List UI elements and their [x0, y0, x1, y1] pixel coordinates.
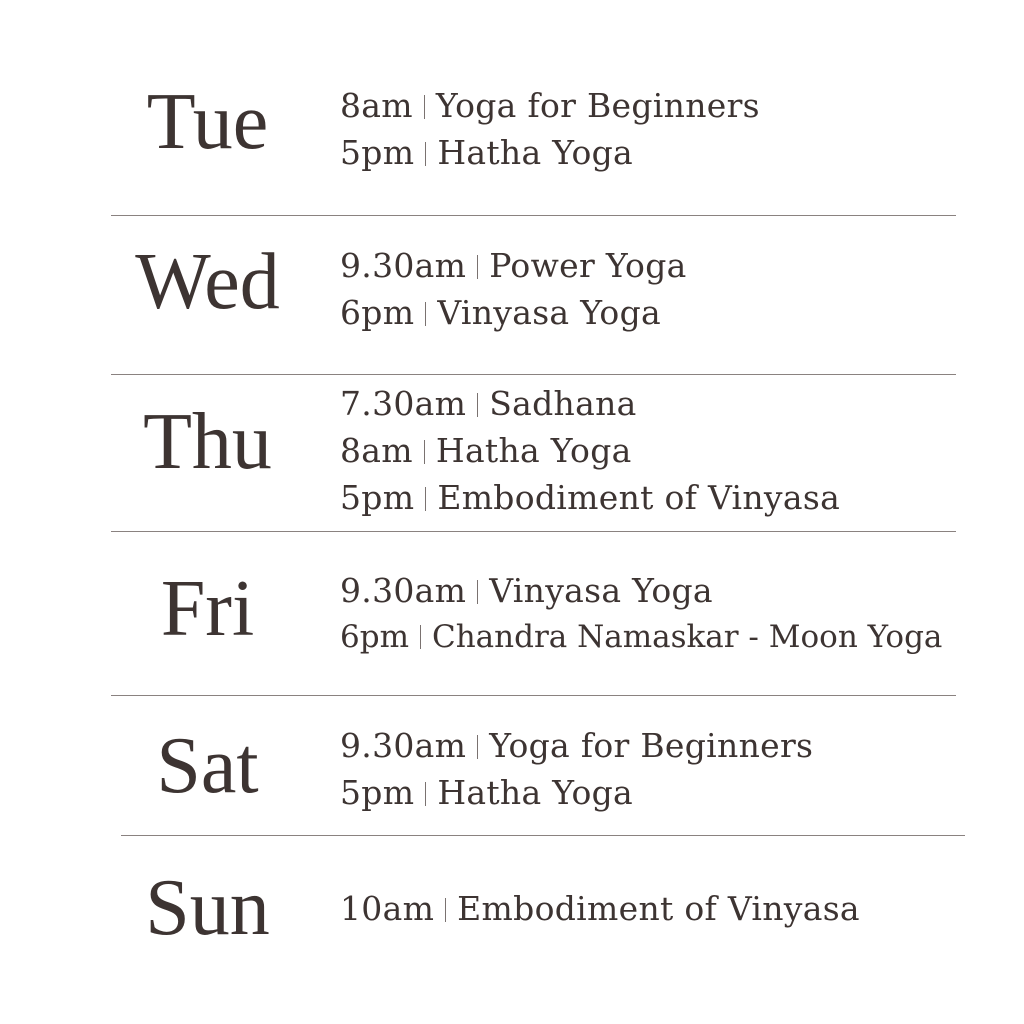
- session-class: Power Yoga: [489, 246, 687, 285]
- session-item: [340, 769, 1010, 816]
- session-time: 9.30am: [340, 726, 467, 765]
- session-time: 9.30am: [340, 571, 467, 610]
- session-item: [340, 289, 1010, 336]
- session-time: 8am: [340, 431, 413, 470]
- session-class: Yoga for Beginners: [435, 86, 760, 125]
- session-item: [340, 474, 1010, 521]
- separator: [425, 782, 426, 806]
- day-name: Sat: [156, 722, 259, 810]
- divider: [111, 215, 956, 216]
- separator: [424, 95, 425, 119]
- session-item: [340, 885, 1010, 932]
- session-class: Hatha Yoga: [437, 133, 634, 172]
- session-time: 8am: [340, 86, 413, 125]
- session-list: [340, 885, 1010, 932]
- session-class: Embodiment of Vinyasa: [457, 889, 860, 928]
- day-name: Tue: [146, 78, 269, 166]
- session-item: [340, 380, 1010, 427]
- session-time: 9.30am: [340, 246, 467, 285]
- separator: [425, 487, 426, 511]
- session-list: [340, 242, 1010, 336]
- session-class: Chandra Namaskar - Moon Yoga: [431, 619, 943, 655]
- session-item: [340, 242, 1010, 289]
- session-class: Embodiment of Vinyasa: [437, 478, 841, 517]
- session-time: 5pm: [340, 478, 415, 517]
- session-time: 10am: [340, 889, 435, 928]
- separator: [420, 625, 421, 649]
- separator: [445, 898, 446, 922]
- day-name: Fri: [160, 565, 255, 653]
- session-time: 6pm: [340, 293, 415, 332]
- day-name: Sun: [145, 864, 270, 952]
- session-class: Hatha Yoga: [435, 431, 632, 470]
- session-list: [340, 722, 1010, 816]
- session-item: [340, 82, 1010, 129]
- session-item: [340, 722, 1010, 769]
- session-list: [340, 82, 1010, 176]
- session-class: Hatha Yoga: [437, 773, 634, 812]
- divider: [111, 695, 956, 696]
- session-time: 5pm: [340, 773, 415, 812]
- session-time: 6pm: [340, 619, 409, 655]
- session-class: Vinyasa Yoga: [437, 293, 661, 332]
- divider: [121, 835, 965, 836]
- divider: [111, 531, 956, 532]
- separator: [477, 393, 478, 417]
- day-name: Wed: [135, 238, 280, 326]
- day-name: Thu: [143, 398, 272, 486]
- separator: [477, 580, 478, 604]
- session-item: [340, 129, 1010, 176]
- session-class: Sadhana: [489, 384, 637, 423]
- session-item: [340, 427, 1010, 474]
- separator: [425, 302, 426, 326]
- session-time: 7.30am: [340, 384, 467, 423]
- separator: [477, 255, 478, 279]
- session-time: 5pm: [340, 133, 415, 172]
- separator: [424, 440, 425, 464]
- session-item: [340, 567, 1010, 614]
- session-list: [340, 567, 1010, 661]
- separator: [477, 735, 478, 759]
- session-item: [340, 614, 1010, 661]
- divider: [111, 374, 956, 375]
- session-class: Vinyasa Yoga: [489, 571, 713, 610]
- session-list: [340, 380, 1010, 521]
- session-class: Yoga for Beginners: [489, 726, 814, 765]
- separator: [425, 142, 426, 166]
